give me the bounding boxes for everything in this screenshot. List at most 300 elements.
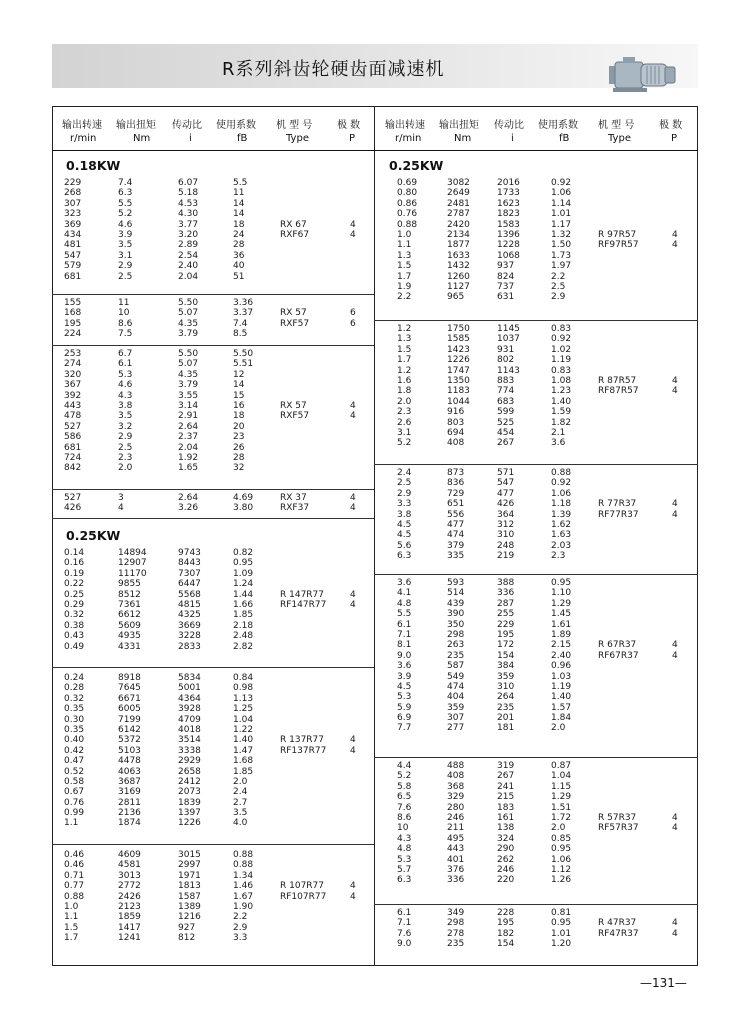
speed-cell: 9.0 bbox=[397, 650, 412, 661]
ratio-cell: 8443 bbox=[178, 558, 201, 569]
speed-cell: 1.3 bbox=[397, 250, 412, 261]
torque-cell: 6.3 bbox=[118, 188, 133, 199]
table-row bbox=[0, 272, 750, 282]
table-row bbox=[0, 620, 750, 630]
speed-cell: 586 bbox=[64, 432, 82, 443]
ratio-cell: 2.54 bbox=[178, 250, 199, 261]
factor-cell: 1.20 bbox=[551, 939, 572, 950]
table-row bbox=[0, 308, 750, 318]
torque-cell: 4 bbox=[118, 503, 124, 514]
ratio-cell: 1226 bbox=[178, 818, 201, 829]
speed-cell: 1.2 bbox=[397, 324, 412, 334]
ratio-cell: 5568 bbox=[178, 589, 201, 600]
speed-cell: 0.30 bbox=[64, 714, 85, 725]
ratio-cell: 3.79 bbox=[178, 380, 199, 391]
speed-cell: 253 bbox=[64, 349, 82, 359]
torque-cell: 1226 bbox=[447, 355, 470, 366]
factor-cell: 8.5 bbox=[233, 329, 248, 340]
torque-cell: 593 bbox=[447, 578, 465, 588]
factor-cell: 2.40 bbox=[551, 650, 572, 661]
factor-cell: 14 bbox=[233, 209, 245, 220]
factor-cell: 3.6 bbox=[551, 438, 566, 449]
speed-cell: 1.5 bbox=[64, 922, 79, 933]
factor-cell: 1.24 bbox=[233, 579, 254, 590]
factor-cell: 2.0 bbox=[233, 776, 248, 787]
torque-cell: 2134 bbox=[447, 229, 470, 240]
speed-cell: 2.2 bbox=[397, 292, 412, 303]
speed-cell: 0.46 bbox=[64, 860, 85, 871]
header-type: 机 型 号 bbox=[276, 120, 313, 131]
table-row bbox=[0, 530, 750, 540]
speed-cell: 1.8 bbox=[397, 386, 412, 397]
factor-cell: 1.73 bbox=[551, 250, 572, 261]
speed-cell: 5.9 bbox=[397, 702, 412, 713]
ratio-cell: 824 bbox=[497, 271, 515, 282]
table-row bbox=[0, 428, 750, 438]
speed-cell: 2.4 bbox=[397, 468, 412, 478]
ratio-cell: 525 bbox=[497, 417, 515, 428]
ratio-cell: 454 bbox=[497, 427, 515, 438]
torque-cell: 2136 bbox=[118, 808, 141, 819]
torque-cell: 3.5 bbox=[118, 411, 133, 422]
model-type: RF57R37 bbox=[598, 823, 639, 834]
factor-cell: 0.87 bbox=[551, 761, 572, 771]
table-row bbox=[0, 599, 750, 609]
speed-cell: 2.5 bbox=[397, 478, 412, 489]
header-speed-unit: r/min bbox=[395, 133, 422, 144]
pole-count: 4 bbox=[350, 411, 356, 422]
table-row bbox=[0, 366, 750, 376]
speed-cell: 4.5 bbox=[397, 519, 412, 530]
speed-cell: 320 bbox=[64, 369, 82, 380]
torque-cell: 3.9 bbox=[118, 229, 133, 240]
ratio-cell: 2.64 bbox=[178, 493, 199, 503]
ratio-cell: 4.35 bbox=[178, 318, 199, 329]
factor-cell: 1.13 bbox=[233, 693, 254, 704]
torque-cell: 1350 bbox=[447, 375, 470, 386]
table-row bbox=[0, 761, 750, 771]
torque-cell: 5609 bbox=[118, 620, 141, 631]
torque-cell: 2.5 bbox=[118, 442, 133, 453]
ratio-cell: 802 bbox=[497, 355, 515, 366]
section-power-label: 0.18KW bbox=[66, 158, 121, 173]
speed-cell: 4.5 bbox=[397, 681, 412, 692]
torque-cell: 307 bbox=[447, 713, 465, 724]
model-type: RF107R77 bbox=[280, 891, 327, 902]
factor-cell: 3.36 bbox=[233, 298, 254, 308]
torque-cell: 376 bbox=[447, 864, 465, 875]
torque-cell: 2123 bbox=[118, 901, 141, 912]
speed-cell: 6.3 bbox=[397, 551, 412, 562]
torque-cell: 1183 bbox=[447, 386, 470, 397]
factor-cell: 0.88 bbox=[233, 850, 254, 860]
factor-cell: 1.03 bbox=[551, 671, 572, 682]
torque-cell: 368 bbox=[447, 781, 465, 792]
factor-cell: 0.92 bbox=[551, 334, 572, 345]
ratio-cell: 1823 bbox=[497, 209, 520, 220]
header-torque: 输出扭矩 bbox=[439, 120, 479, 131]
speed-cell: 3.1 bbox=[397, 427, 412, 438]
pole-count: 4 bbox=[350, 735, 356, 746]
factor-cell: 1.40 bbox=[551, 692, 572, 703]
factor-cell: 1.29 bbox=[551, 598, 572, 609]
factor-cell: 1.46 bbox=[233, 881, 254, 892]
speed-cell: 4.5 bbox=[397, 530, 412, 541]
ratio-cell: 195 bbox=[497, 629, 515, 640]
table-row bbox=[0, 746, 750, 756]
ratio-cell: 5001 bbox=[178, 683, 201, 694]
ratio-cell: 1396 bbox=[497, 229, 520, 240]
speed-cell: 7.6 bbox=[397, 928, 412, 939]
torque-cell: 404 bbox=[447, 692, 465, 703]
speed-cell: 724 bbox=[64, 452, 82, 463]
table-row bbox=[0, 692, 750, 702]
table-row bbox=[0, 478, 750, 488]
ratio-cell: 310 bbox=[497, 681, 515, 692]
table-row bbox=[0, 771, 750, 781]
factor-cell: 1.97 bbox=[551, 261, 572, 272]
table-row bbox=[0, 199, 750, 209]
factor-cell: 0.96 bbox=[551, 661, 572, 672]
torque-cell: 3.1 bbox=[118, 250, 133, 261]
ratio-cell: 2.89 bbox=[178, 240, 199, 251]
table-row bbox=[0, 578, 750, 588]
ratio-cell: 195 bbox=[497, 918, 515, 929]
page-number: —131— bbox=[640, 976, 687, 990]
factor-cell: 12 bbox=[233, 369, 245, 380]
factor-cell: 0.85 bbox=[551, 833, 572, 844]
table-row bbox=[0, 908, 750, 918]
speed-cell: 1.7 bbox=[397, 355, 412, 366]
torque-cell: 7645 bbox=[118, 683, 141, 694]
header-ratio-unit: i bbox=[511, 133, 514, 144]
torque-cell: 1585 bbox=[447, 334, 470, 345]
model-type: R 97R57 bbox=[598, 230, 637, 240]
ratio-cell: 1813 bbox=[178, 881, 201, 892]
torque-cell: 549 bbox=[447, 671, 465, 682]
speed-cell: 0.67 bbox=[64, 787, 85, 798]
model-type: R 77R37 bbox=[598, 499, 637, 510]
ratio-cell: 172 bbox=[497, 640, 515, 651]
ratio-cell: 161 bbox=[497, 812, 515, 823]
torque-cell: 803 bbox=[447, 417, 465, 428]
speed-cell: 443 bbox=[64, 400, 82, 411]
section-power-label: 0.25KW bbox=[66, 528, 121, 543]
torque-cell: 556 bbox=[447, 509, 465, 520]
factor-cell: 0.88 bbox=[233, 860, 254, 871]
torque-cell: 401 bbox=[447, 854, 465, 865]
factor-cell: 1.62 bbox=[551, 519, 572, 530]
speed-cell: 0.25 bbox=[64, 589, 85, 600]
model-type: RF47R37 bbox=[598, 928, 639, 939]
ratio-cell: 3.20 bbox=[178, 229, 199, 240]
model-type: RXF37 bbox=[280, 503, 310, 514]
ratio-cell: 2658 bbox=[178, 766, 201, 777]
torque-cell: 408 bbox=[447, 771, 465, 782]
ratio-cell: 246 bbox=[497, 864, 515, 875]
factor-cell: 2.7 bbox=[233, 797, 248, 808]
torque-cell: 4609 bbox=[118, 850, 141, 860]
ratio-cell: 319 bbox=[497, 761, 515, 771]
torque-cell: 298 bbox=[447, 629, 465, 640]
ratio-cell: 477 bbox=[497, 488, 515, 499]
ratio-cell: 310 bbox=[497, 530, 515, 541]
ratio-cell: 364 bbox=[497, 509, 515, 520]
table-row bbox=[0, 499, 750, 509]
ratio-cell: 5.18 bbox=[178, 188, 199, 199]
spec-group bbox=[0, 324, 750, 449]
factor-cell: 15 bbox=[233, 390, 245, 401]
speed-cell: 2.6 bbox=[397, 417, 412, 428]
torque-cell: 1859 bbox=[118, 912, 141, 923]
speed-cell: 6.1 bbox=[397, 619, 412, 630]
factor-cell: 18 bbox=[233, 219, 245, 230]
ratio-cell: 267 bbox=[497, 771, 515, 782]
factor-cell: 0.92 bbox=[551, 178, 572, 188]
speed-cell: 369 bbox=[64, 219, 82, 230]
ratio-cell: 547 bbox=[497, 478, 515, 489]
torque-cell: 5.3 bbox=[118, 369, 133, 380]
header-poles-unit: P bbox=[671, 133, 678, 144]
factor-cell: 2.1 bbox=[551, 427, 566, 438]
factor-cell: 1.19 bbox=[551, 355, 572, 366]
table-row bbox=[0, 723, 750, 733]
ratio-cell: 3928 bbox=[178, 704, 201, 715]
header-factor-unit: fB bbox=[559, 133, 570, 144]
factor-cell: 3.5 bbox=[233, 808, 248, 819]
speed-cell: 6.3 bbox=[397, 875, 412, 886]
table-row bbox=[0, 682, 750, 692]
header-speed-unit: r/min bbox=[70, 133, 97, 144]
factor-cell: 1.44 bbox=[233, 589, 254, 600]
table-row bbox=[0, 703, 750, 713]
factor-cell: 32 bbox=[233, 463, 245, 474]
header-torque-unit: Nm bbox=[454, 133, 472, 144]
speed-cell: 5.8 bbox=[397, 781, 412, 792]
torque-cell: 729 bbox=[447, 488, 465, 499]
factor-cell: 2.2 bbox=[551, 271, 566, 282]
ratio-cell: 336 bbox=[497, 588, 515, 599]
speed-cell: 0.99 bbox=[64, 808, 85, 819]
factor-cell: 1.85 bbox=[233, 610, 254, 621]
table-row bbox=[0, 541, 750, 551]
ratio-cell: 220 bbox=[497, 875, 515, 886]
ratio-cell: 138 bbox=[497, 823, 515, 834]
table-row bbox=[0, 672, 750, 682]
model-type: RX 37 bbox=[280, 493, 307, 503]
torque-cell: 1633 bbox=[447, 250, 470, 261]
speed-cell: 5.2 bbox=[397, 771, 412, 782]
torque-cell: 443 bbox=[447, 844, 465, 855]
header-ratio: 传动比 bbox=[172, 120, 202, 131]
ratio-cell: 4.35 bbox=[178, 369, 199, 380]
table-row bbox=[0, 220, 750, 230]
spec-group bbox=[0, 178, 750, 303]
factor-cell: 23 bbox=[233, 432, 245, 443]
torque-cell: 7.5 bbox=[118, 329, 133, 340]
ratio-cell: 426 bbox=[497, 499, 515, 510]
ratio-cell: 6447 bbox=[178, 579, 201, 590]
model-type: R 67R37 bbox=[598, 640, 637, 651]
speed-cell: 426 bbox=[64, 503, 82, 514]
pole-count: 4 bbox=[350, 503, 356, 514]
header-poles-unit: P bbox=[349, 133, 356, 144]
header-speed: 输出转速 bbox=[62, 120, 102, 131]
speed-cell: 842 bbox=[64, 463, 82, 474]
torque-cell: 2811 bbox=[118, 797, 141, 808]
speed-cell: 0.29 bbox=[64, 599, 85, 610]
factor-cell: 1.25 bbox=[233, 704, 254, 715]
ratio-cell: 4.53 bbox=[178, 198, 199, 209]
speed-cell: 0.46 bbox=[64, 850, 85, 860]
model-type: R 87R57 bbox=[598, 376, 637, 386]
table-row bbox=[0, 782, 750, 792]
speed-cell: 7.1 bbox=[397, 918, 412, 929]
pole-count: 4 bbox=[350, 401, 356, 411]
header-torque: 输出扭矩 bbox=[116, 120, 156, 131]
speed-cell: 0.16 bbox=[64, 558, 85, 569]
table-row bbox=[0, 520, 750, 530]
speed-cell: 1.2 bbox=[397, 365, 412, 376]
table-row bbox=[0, 661, 750, 671]
speed-cell: 9.0 bbox=[397, 939, 412, 950]
factor-cell: 0.84 bbox=[233, 673, 254, 683]
speed-cell: 6.9 bbox=[397, 713, 412, 724]
torque-cell: 836 bbox=[447, 478, 465, 489]
speed-cell: 3.6 bbox=[397, 661, 412, 672]
ratio-cell: 1733 bbox=[497, 188, 520, 199]
ratio-cell: 290 bbox=[497, 844, 515, 855]
torque-cell: 694 bbox=[447, 427, 465, 438]
table-row bbox=[0, 376, 750, 386]
torque-cell: 4581 bbox=[118, 860, 141, 871]
ratio-cell: 154 bbox=[497, 650, 515, 661]
table-row bbox=[0, 713, 750, 723]
ratio-cell: 5.50 bbox=[178, 349, 199, 359]
factor-cell: 1.06 bbox=[551, 854, 572, 865]
table-row bbox=[0, 453, 750, 463]
torque-cell: 8512 bbox=[118, 589, 141, 600]
factor-cell: 1.10 bbox=[551, 588, 572, 599]
speed-cell: 527 bbox=[64, 421, 82, 432]
ratio-cell: 2.40 bbox=[178, 261, 199, 272]
table-row bbox=[0, 939, 750, 949]
pole-count: 4 bbox=[672, 509, 678, 520]
speed-cell: 681 bbox=[64, 442, 82, 453]
factor-cell: 1.51 bbox=[551, 802, 572, 813]
factor-cell: 1.61 bbox=[551, 619, 572, 630]
torque-cell: 349 bbox=[447, 908, 465, 918]
ratio-cell: 883 bbox=[497, 375, 515, 386]
torque-cell: 651 bbox=[447, 499, 465, 510]
speed-cell: 10 bbox=[397, 823, 409, 834]
ratio-cell: 2016 bbox=[497, 178, 520, 188]
model-type: RX 57 bbox=[280, 308, 307, 319]
speed-cell: 0.88 bbox=[397, 219, 418, 230]
speed-cell: 1.1 bbox=[397, 240, 412, 251]
speed-cell: 323 bbox=[64, 209, 82, 220]
table-row bbox=[0, 844, 750, 854]
factor-cell: 0.98 bbox=[233, 683, 254, 694]
ratio-cell: 1839 bbox=[178, 797, 201, 808]
factor-cell: 14 bbox=[233, 380, 245, 391]
torque-cell: 335 bbox=[447, 551, 465, 562]
torque-cell: 359 bbox=[447, 702, 465, 713]
ratio-cell: 241 bbox=[497, 781, 515, 792]
torque-cell: 2649 bbox=[447, 188, 470, 199]
torque-cell: 3082 bbox=[447, 178, 470, 188]
ratio-cell: 1587 bbox=[178, 891, 201, 902]
ratio-cell: 255 bbox=[497, 609, 515, 620]
factor-cell: 1.40 bbox=[233, 735, 254, 746]
ratio-cell: 248 bbox=[497, 540, 515, 551]
title-band bbox=[52, 44, 698, 88]
speed-cell: 0.76 bbox=[64, 797, 85, 808]
torque-cell: 477 bbox=[447, 519, 465, 530]
factor-cell: 1.01 bbox=[551, 209, 572, 220]
torque-cell: 263 bbox=[447, 640, 465, 651]
speed-cell: 367 bbox=[64, 380, 82, 391]
torque-cell: 1241 bbox=[118, 933, 141, 944]
factor-cell: 1.39 bbox=[551, 509, 572, 520]
factor-cell: 1.12 bbox=[551, 864, 572, 875]
torque-cell: 12907 bbox=[118, 558, 147, 569]
torque-cell: 235 bbox=[447, 650, 465, 661]
table-row bbox=[0, 630, 750, 640]
ratio-cell: 1583 bbox=[497, 219, 520, 230]
table-row bbox=[0, 834, 750, 844]
factor-cell: 1.50 bbox=[551, 240, 572, 251]
table-row bbox=[0, 438, 750, 448]
speed-cell: 1.7 bbox=[64, 933, 79, 944]
ratio-cell: 229 bbox=[497, 619, 515, 630]
speed-cell: 392 bbox=[64, 390, 82, 401]
ratio-cell: 1389 bbox=[178, 901, 201, 912]
factor-cell: 1.08 bbox=[551, 375, 572, 386]
speed-cell: 0.88 bbox=[64, 891, 85, 902]
factor-cell: 1.02 bbox=[551, 344, 572, 355]
model-type: RXF67 bbox=[280, 230, 310, 240]
speed-cell: 168 bbox=[64, 308, 82, 319]
ratio-cell: 1143 bbox=[497, 365, 520, 376]
ratio-cell: 1037 bbox=[497, 334, 520, 345]
torque-cell: 7361 bbox=[118, 599, 141, 610]
torque-cell: 277 bbox=[447, 723, 465, 734]
ratio-cell: 4709 bbox=[178, 714, 201, 725]
pole-count: 4 bbox=[672, 230, 678, 240]
speed-cell: 4.8 bbox=[397, 598, 412, 609]
torque-cell: 7199 bbox=[118, 714, 141, 725]
ratio-cell: 1068 bbox=[497, 250, 520, 261]
pole-count: 4 bbox=[672, 499, 678, 510]
group-divider bbox=[374, 320, 698, 321]
factor-cell: 1.18 bbox=[551, 499, 572, 510]
factor-cell: 1.22 bbox=[233, 724, 254, 735]
speed-cell: 0.43 bbox=[64, 631, 85, 642]
speed-cell: 5.2 bbox=[397, 438, 412, 449]
factor-cell: 0.83 bbox=[551, 365, 572, 376]
factor-cell: 36 bbox=[233, 250, 245, 261]
ratio-cell: 287 bbox=[497, 598, 515, 609]
torque-cell: 5103 bbox=[118, 745, 141, 756]
speed-cell: 1.7 bbox=[397, 271, 412, 282]
factor-cell: 4.0 bbox=[233, 818, 248, 829]
speed-cell: 8.1 bbox=[397, 640, 412, 651]
table-row bbox=[0, 418, 750, 428]
factor-cell: 2.18 bbox=[233, 620, 254, 631]
factor-cell: 2.82 bbox=[233, 641, 254, 652]
table-row bbox=[0, 397, 750, 407]
